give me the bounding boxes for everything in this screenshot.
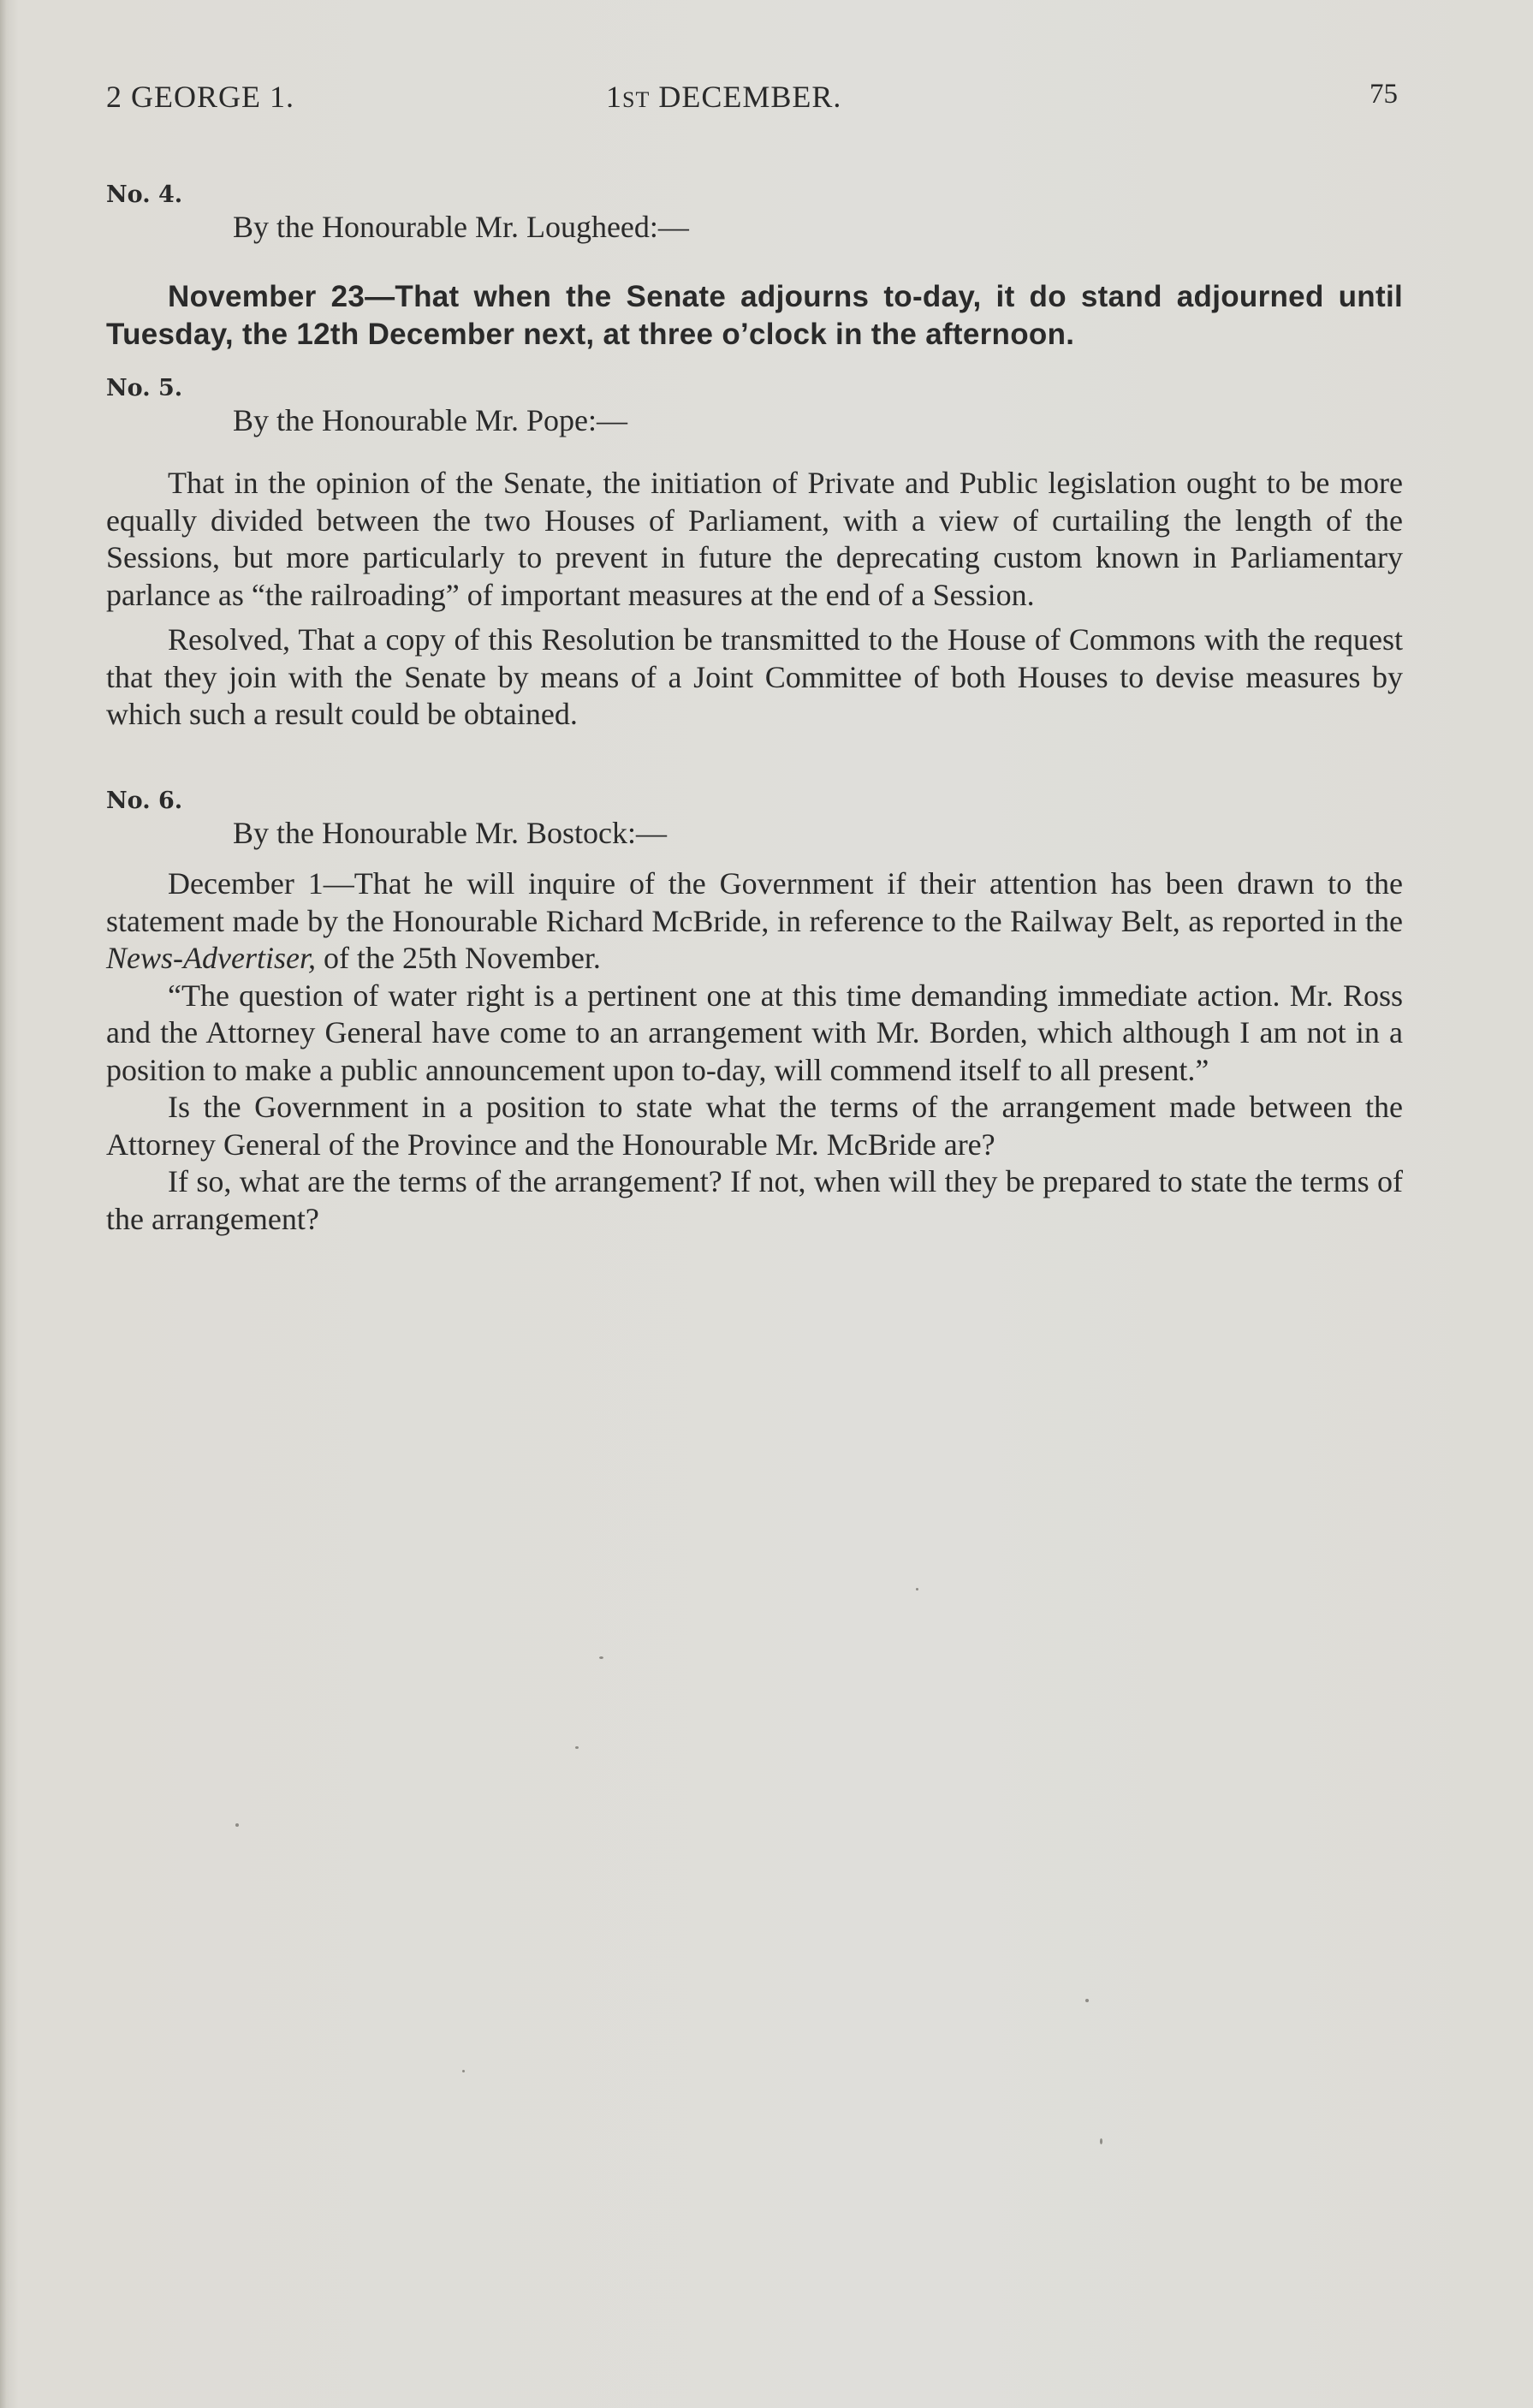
- notice-entry-6: [106, 788, 1403, 1238]
- paper-speck: [599, 1656, 603, 1659]
- notice-entry-4: [106, 181, 1403, 353]
- paper-speck: [235, 1823, 239, 1827]
- notice-paragraph: Is the Government in a position to state what the terms of the arrangement made between the Attorney General of the Province and the Honourable Mr. McBride are?: [106, 1090, 1403, 1162]
- mover-line: By the Honourable Mr. Lougheed:—: [233, 210, 689, 244]
- notice-paragraph: If so, what are the terms of the arrangement? If not, when will they be prepared to state the terms of the arrangement?: [106, 1164, 1403, 1236]
- notice-number: No. 5.: [106, 375, 183, 401]
- page-number: 75: [1370, 79, 1398, 110]
- notice-number: No. 6.: [106, 788, 183, 814]
- notice-paragraph: November 23—That when the Senate adjourns to-day, it do stand adjourned until Tuesday, the 12th December next, at three o’clock in the afternoon.: [106, 280, 1403, 351]
- paper-speck: [1100, 2138, 1102, 2144]
- paper-speck: [916, 1588, 918, 1590]
- mover-line: By the Honourable Mr. Bostock:—: [233, 816, 667, 850]
- running-head-session: 2 GEORGE 1.: [106, 80, 294, 114]
- mover-line: By the Honourable Mr. Pope:—: [233, 403, 627, 437]
- paper-speck: [462, 2070, 465, 2072]
- notice-paragraph: That in the opinion of the Senate, the initiation of Private and Public legislation ought to be more equally divided between the two Houses of Parliament, with a view of curtailing the length of the Sessions, but more particularly to prevent in future the deprecating custom known in Parliamentary parlance as “the railroading” of important measures at the end of a Session.: [106, 466, 1403, 612]
- page-header: [0, 79, 1533, 122]
- notice-number: No. 4.: [106, 181, 183, 208]
- notice-paragraph: December 1—That he will inquire of the Government if their attention has been drawn to the statement made by the Honourable Richard McBride, in reference to the Railway Belt, as reported in the News-Advertiser, of the 25th November.: [106, 866, 1403, 975]
- notice-entry-5: [106, 375, 1403, 734]
- paper-speck: [575, 1746, 579, 1749]
- quoted-statement: “The question of water right is a pertinent one at this time demanding immediate action. Mr. Ross and the Attorney General have come to an arrangement with Mr. Borden, which although I am not in a position to make a public announcement upon to-day, will commend itself to all present.”: [106, 978, 1403, 1087]
- paper-speck: [1085, 1999, 1089, 2002]
- running-head-date: 1ST DECEMBER.: [606, 80, 842, 114]
- newspaper-title: News-Advertiser,: [106, 941, 316, 975]
- notice-paragraph: Resolved, That a copy of this Resolution be transmitted to the House of Commons with the request that they join with the Senate by means of a Joint Committee of both Houses to devise measures by which such a result could be obtained.: [106, 622, 1403, 731]
